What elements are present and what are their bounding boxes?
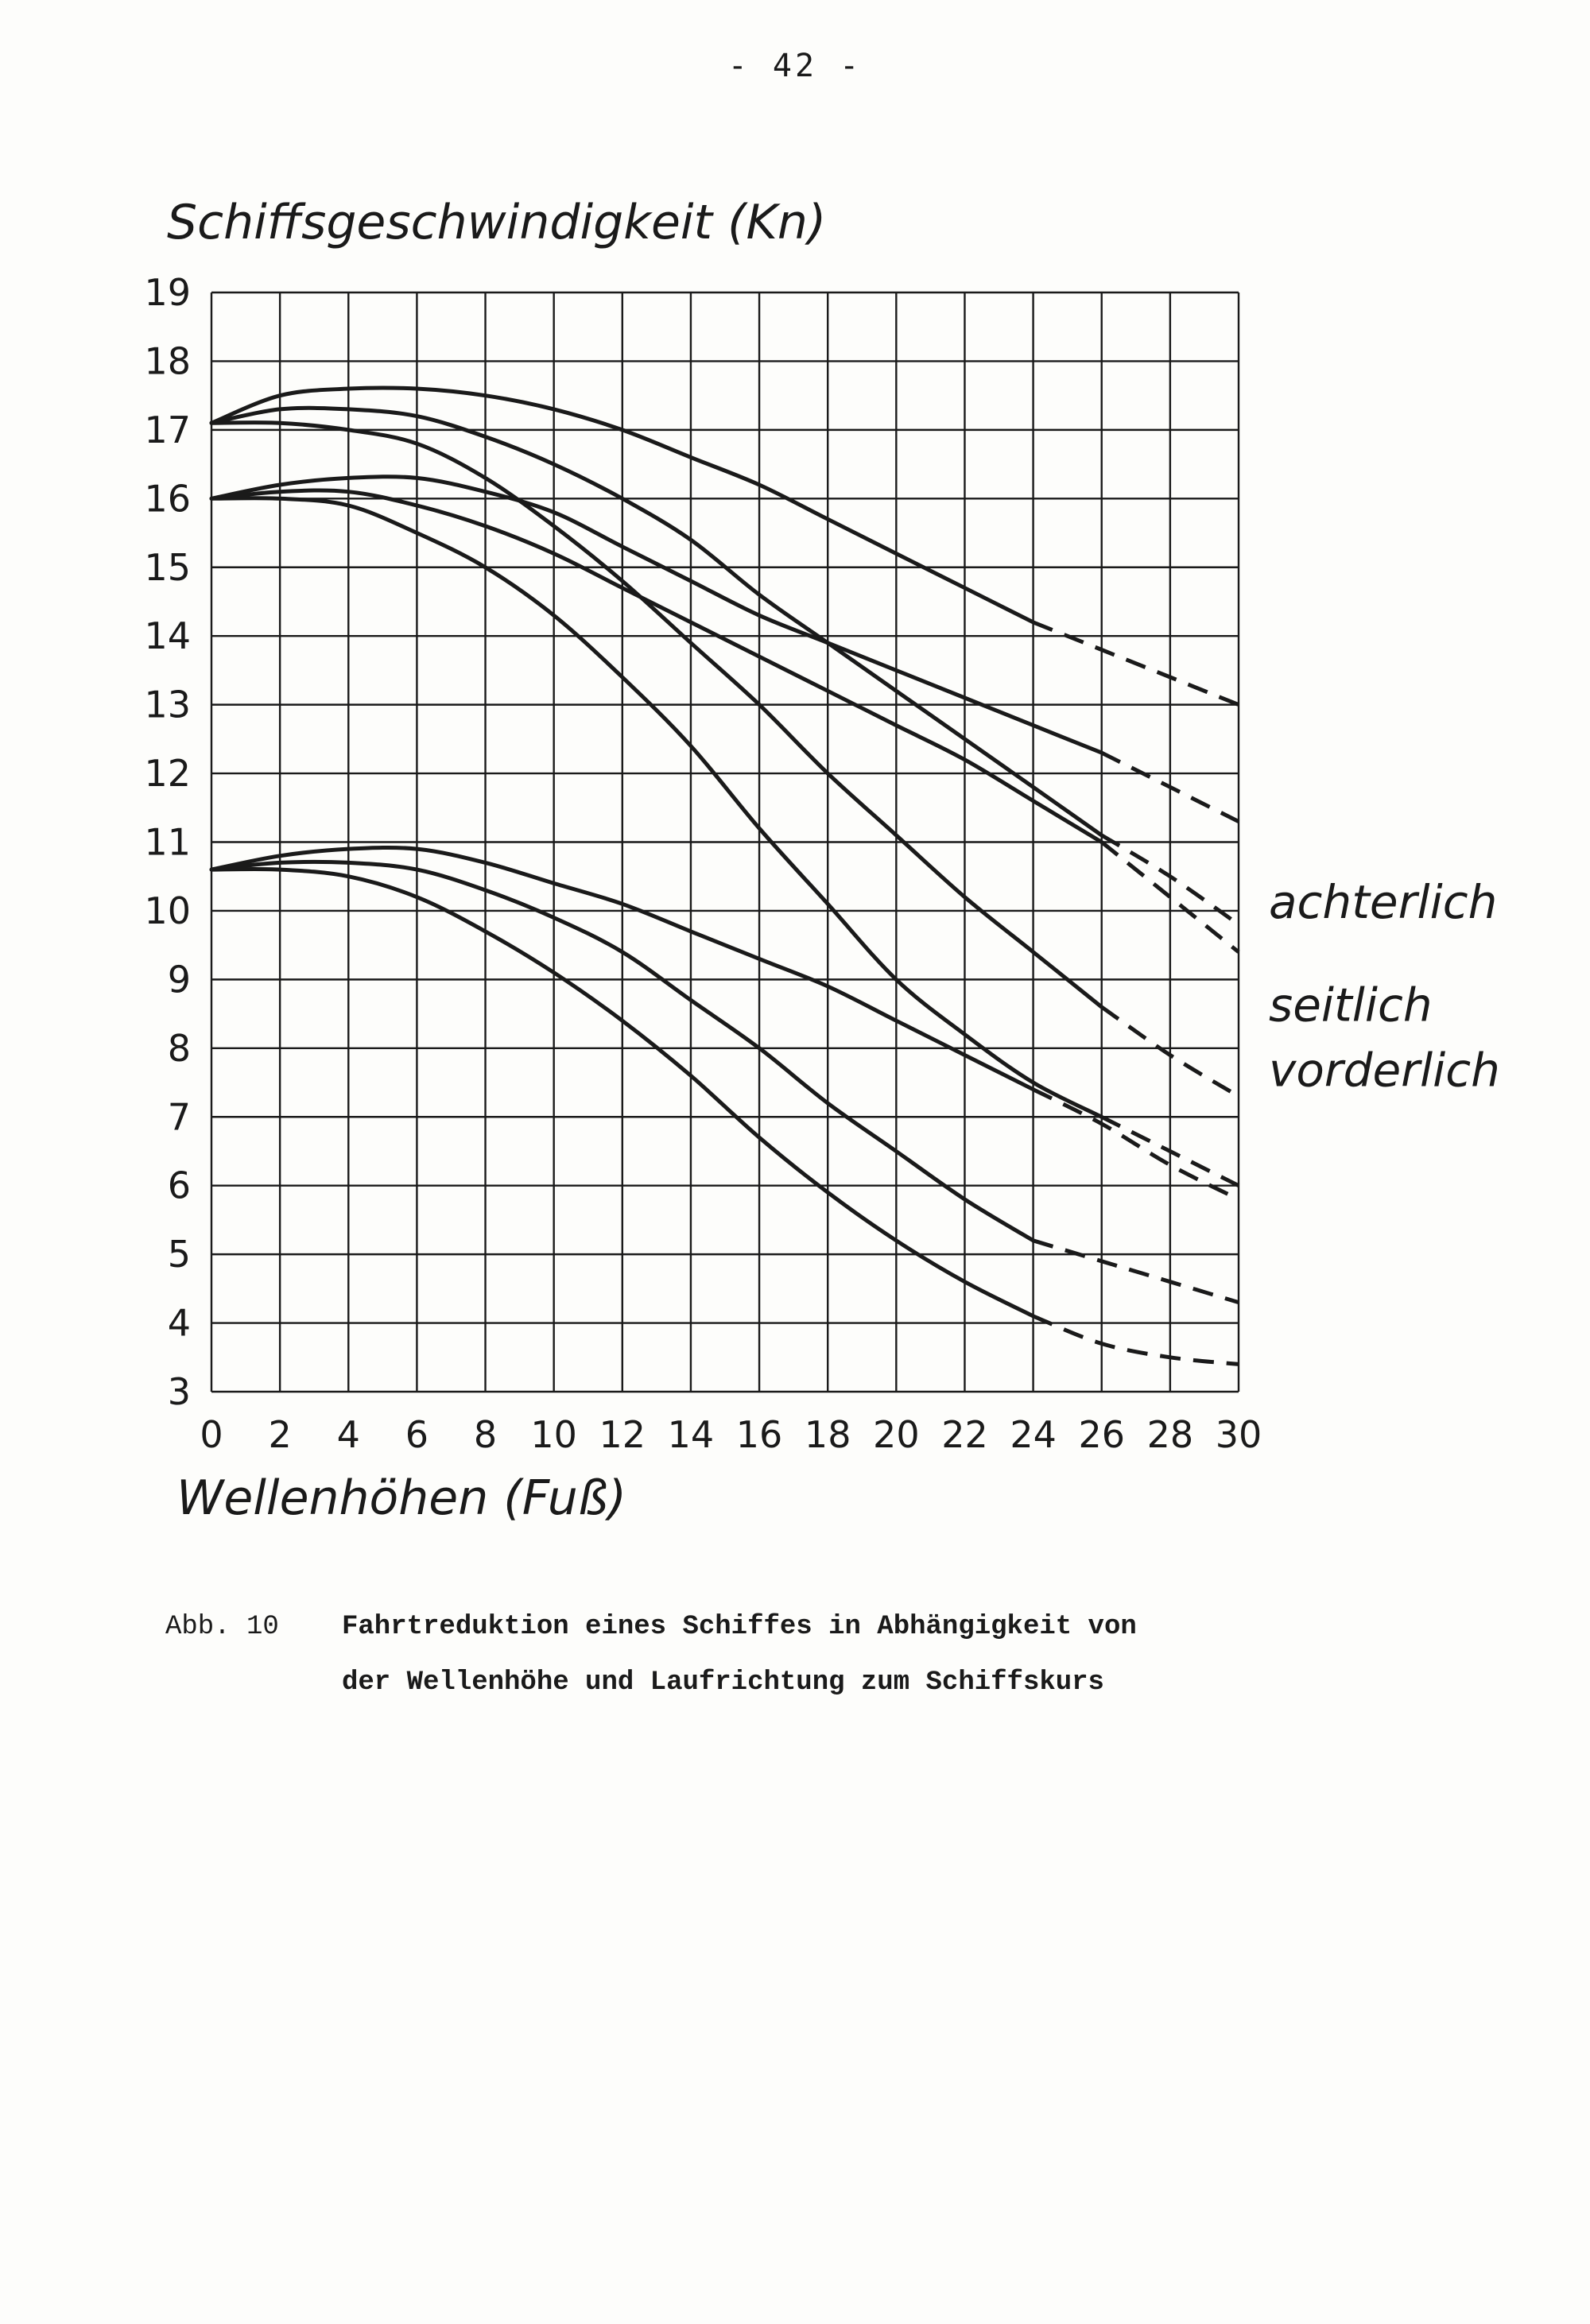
y-tick-label: 16 — [144, 477, 191, 521]
series-line-dashed — [1034, 622, 1239, 705]
series-line-solid — [211, 490, 1102, 842]
y-tick-label: 19 — [144, 271, 191, 314]
series-line-dashed — [1034, 1241, 1239, 1303]
y-axis-title: Schiffsgeschwindigkeit (Kn) — [167, 195, 827, 250]
x-tick-label: 8 — [473, 1413, 498, 1456]
caption-text-line-1: Fahrtreduktion eines Schiffes in Abhängigkeit von — [342, 1612, 1137, 1642]
x-tick-label: 20 — [873, 1413, 920, 1456]
y-tick-label: 8 — [167, 1026, 191, 1070]
x-tick-label: 24 — [1010, 1413, 1057, 1456]
caption-text-line-2: der Wellenhöhe und Laufrichtung zum Schiffskurs — [342, 1667, 1104, 1698]
page-number: - 42 - — [727, 48, 863, 84]
x-tick-label: 0 — [200, 1413, 223, 1456]
series-group-label: achterlich — [1269, 874, 1498, 929]
caption-line-2 — [165, 1655, 1137, 1710]
figure-number: Abb. 10 — [165, 1612, 279, 1642]
figure-caption — [165, 1599, 1137, 1710]
x-axis-title: Wellenhöhen (Fuß) — [176, 1470, 627, 1526]
series-group-label: seitlich — [1269, 978, 1433, 1032]
y-tick-label: 15 — [144, 545, 191, 589]
series-group-label: vorderlich — [1269, 1043, 1500, 1098]
y-tick-label: 18 — [144, 339, 191, 383]
x-tick-label: 4 — [336, 1413, 360, 1456]
x-tick-label: 22 — [941, 1413, 988, 1456]
x-tick-label: 14 — [667, 1413, 715, 1456]
y-tick-label: 9 — [167, 958, 191, 1001]
y-tick-label: 13 — [144, 683, 191, 726]
x-tick-label: 16 — [735, 1413, 783, 1456]
chart-grid — [211, 292, 1239, 1392]
x-tick-label: 12 — [599, 1413, 646, 1456]
chart-series — [211, 388, 1239, 1364]
y-tick-label: 7 — [167, 1095, 191, 1139]
series-line-solid — [211, 408, 1102, 835]
y-tick-label: 5 — [167, 1233, 191, 1276]
x-tick-label: 10 — [530, 1413, 577, 1456]
y-tick-label: 17 — [144, 408, 191, 451]
y-tick-label: 3 — [167, 1370, 191, 1413]
y-tick-label: 11 — [144, 820, 191, 864]
y-tick-label: 12 — [144, 752, 191, 796]
y-tick-label: 14 — [144, 614, 191, 658]
x-tick-label: 30 — [1215, 1413, 1262, 1456]
x-tick-label: 26 — [1078, 1413, 1126, 1456]
y-tick-label: 6 — [167, 1164, 191, 1207]
x-tick-label: 2 — [268, 1413, 292, 1456]
x-tick-label: 28 — [1146, 1413, 1194, 1456]
series-line-dashed — [1034, 1090, 1239, 1199]
y-tick-label: 4 — [167, 1301, 191, 1345]
caption-line-1 — [165, 1599, 1137, 1655]
x-tick-label: 18 — [804, 1413, 851, 1456]
series-labels — [1269, 875, 1500, 1098]
x-tick-label: 6 — [405, 1413, 429, 1456]
y-tick-label: 10 — [144, 889, 191, 932]
